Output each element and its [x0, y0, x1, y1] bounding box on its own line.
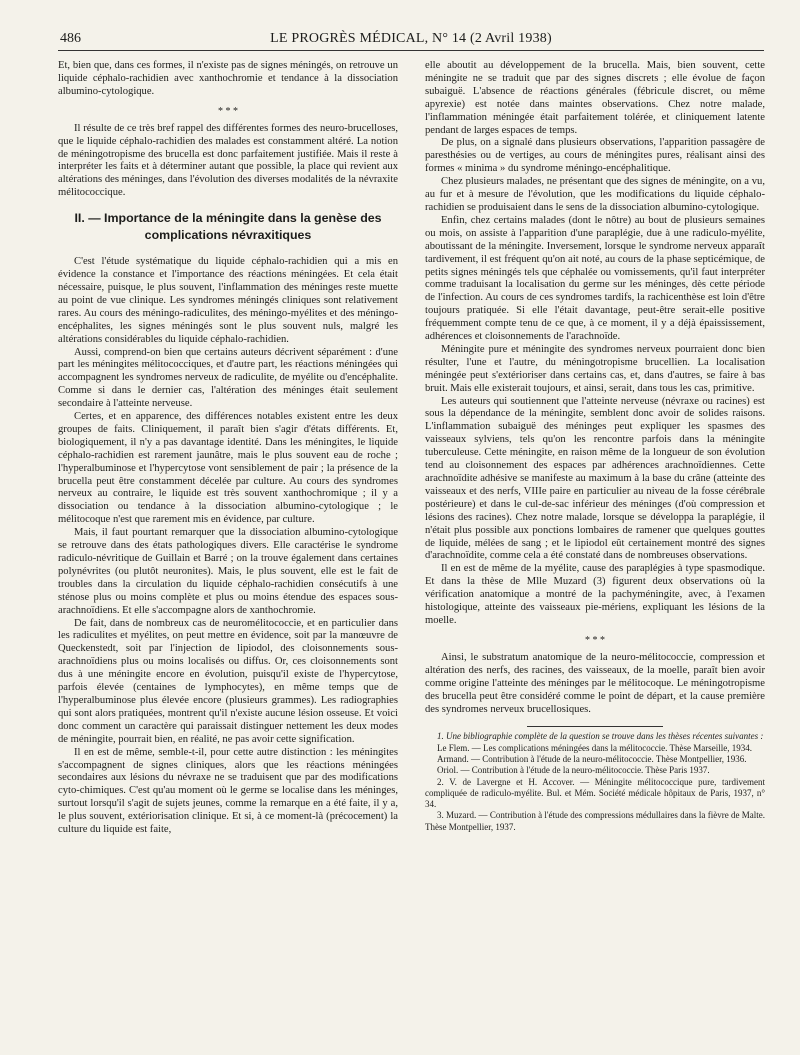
footnote: Le Flem. — Les complications méningées dans la mélitococcie. Thèse Marseille, 1934. [437, 742, 752, 753]
right-column [425, 60, 765, 833]
paragraph: Il en est de même de la myélite, cause des paraplégies à type spasmodique. Et dans la thèse de Mlle Muzard (3) figurent deux observations où la vérification anatomique a montré de la pachyméningite, avec, à l'examen histologique, atteinte des vaisseaux pie-mériens, expliquant les lésions de la moelle. [425, 563, 765, 626]
running-header [58, 30, 764, 51]
footnote-rule [527, 726, 663, 727]
section-separator-stars: * * * [218, 105, 238, 117]
paragraph: De fait, dans de nombreux cas de neuromélitococcie, et en particulier dans les radiculites et myélites, on peut mettre en évidence, soit par la manœuvre de Queckenstedt, soit par l'injection de lipiodol, des cloisonnements sous-arachnoïdiens plus ou moins localisés ou diffus. Or, ces cloisonnements sont dus à une méningite encore en évolution, puisqu'il existe de l'hypercytose, parfois élevée (centaines de lymphocytes), en même temps que de l'hyperalbuminose plus élevée encore (plusieurs grammes). Les radiographies qui sont alors pratiquées, montrent qu'il n'existe aucune lésion osseuse. Et voici donc comment un caractère qui paraissait distinguer nettement les deux modes de méningite, pourrait bien, en réalité, ne pas avoir cette signification. [58, 617, 398, 745]
paragraph: Méningite pure et méningite des syndromes nerveux pourraient donc bien résulter, l'une et l'autre, du méningotropisme brucellien. La localisation méningée peut s'extérioriser dans certains cas, et, dans d'autres, se faire à bas bruit. Mais elle existerait toujours, et ainsi, serait, dans tous les cas, primitive. [425, 343, 765, 394]
footnote: Oriol. — Contribution à l'étude de la neuro-mélitococcie. Thèse Paris 1937. [437, 765, 710, 776]
section-heading: II. — Importance de la méningite dans la genèse des complications névraxitiques [74, 211, 382, 243]
paragraph: Mais, il faut pourtant remarquer que la dissociation albumino-cytologique se retrouve dans des états pathologiques divers. Elle caractérise le syndrome radiculo-névritique de Guillain et Barré ; on la trouve également dans certaines polynévrites (ou plutôt neuronites). Mais, le plus souvent, elle est le fait de troubles dans la circulation du liquide céphalo-rachidien consécutifs à une sténose plus ou moins complète et plus ou moins étendue des espaces sous-arachnoïdiens. Et elle s'accompagne alors de xanthochromie. [58, 527, 398, 616]
paragraph: Chez plusieurs malades, ne présentant que des signes de méningite, on a vu, au fur et à mesure de l'évolution, que les modifications du liquide céphalo-rachidien se produisaient dans le sens de la dissociation albumino-cytologique. [425, 176, 765, 213]
paragraph: Certes, et en apparence, des différences notables existent entre les deux groupes de faits. Cliniquement, il paraît bien s'agir d'états différents. Et, biologiquement, il n'y a pas davantage identité. Dans les méningites, le liquide céphalo-rachidien est rarement jaunâtre, mais le plus souvent eau de roche ; l'hyperalbuminose et l'hypercytose vont sensiblement de pair ; la présence de la brucella peut être constamment décelée par culture. Au cours des syndromes nerveux au contraire, le liquide est très souvent xanthochromique ; il y a dissociation ou tendance à la dissociation albumino-cytologique ; le mélitocoque n'est que rarement mis en évidence, par culture. [58, 411, 398, 526]
paragraph: De plus, on a signalé dans plusieurs observations, l'apparition passagère de paresthésies ou de vertiges, au cours de méningites pures, réalisant ainsi des formes « minima » du syndrome méningo-encéphalitique. [425, 137, 765, 175]
paragraph: Enfin, chez certains malades (dont le nôtre) au bout de plusieurs semaines ou mois, on assiste à l'apparition d'une paraplégie, due à une radiculo-myélite, aboutissant de la méningite. Inversement, lorsque le syndrome nerveux apparaît tardivement, il est fréquent qu'on ait noté, au cours de la phase septicémique, de petits signes méningés tels que céphalée ou vomissements, qu'il faut interpréter comme traduisant la localisation du germe sur les méninges, dès cette période de l'infection. Au cours de ces syndromes tardifs, la rachicenthèse est loin d'être toujours pratiquée. Si elle l'était davantage, peut-être serait-elle positive fréquemment compte tenu de ce que, à ce moment, il y a déjà épaississement, adhérences et cloisonnements de l'arachnoïde. [425, 214, 765, 343]
footnote: 2. V. de Lavergne et H. Accover. — Méningite mélitococcique pure, tardivement compliquée de radiculo-myélite. Bul. et Mém. Société médicale hôpitaux de Paris, 1937, n° 34. [425, 776, 765, 810]
page-number: 486 [60, 31, 81, 46]
footnote: Armand. — Contribution à l'étude de la neuro-mélitococcie. Thèse Montpellier, 1936. [437, 754, 747, 764]
section-separator-stars: * * * [585, 634, 605, 646]
running-title: LE PROGRÈS MÉDICAL, N° 14 (2 Avril 1938) [270, 31, 552, 46]
paragraph: Il résulte de ce très bref rappel des différentes formes des neuro-brucelloses, que le liquide céphalo-rachidien des malades est constamment altéré. La notion de méningotropisme des brucella est donc parfaitement justifiée. Mais il reste à interpréter les faits et à déterminer autant que possible, la place qui revient aux altérations des méninges, dans l'évolution des diverses modalités de la névraxite mélitococcique. [58, 122, 398, 199]
paragraph: Les auteurs qui soutiennent que l'atteinte nerveuse (névraxe ou racines) est sous la dépendance de la méningite, semblent donc avoir de solides raisons. L'inflammation subaiguë des méninges peut expliquer les spasmes des vaisseaux sylviens, tels qu'on les rencontre parfois dans la méningite tuberculeuse. Cette méningite, en raison même de la longueur de son évolution tend au cloisonnement des espaces par adhérences arachnoïdiennes. Cette arachnoïdite adhésive se manifeste au maximum à la base du crâne (atteinte des vaisseaux et des nerfs, VIIIe paire en particulier au niveau de la fosse cérébrale postérieure) et dans le cul-de-sac inférieur des méninges (d'où compression et lésions des racines). Chez notre malade, lorsque se développa la paraplégie, il n'était plus possible aux ponctions lombaires de ramener que quelques gouttes de liquide, mélées de sang ; et le lipiodol eût certainement montré des signes d'arachnoïdite, comme cela a été constaté dans de nombreuses observations. [425, 395, 765, 562]
footnotes [425, 731, 765, 833]
footnote: 1. Une bibliographie complète de la question se trouve dans les thèses récentes suivantes : [437, 731, 764, 742]
paragraph: Et, bien que, dans ces formes, il n'existe pas de signes méningés, on retrouve un liquide céphalo-rachidien avec xanthochromie et tendance à la dissociation albumino-cytologique. [58, 60, 398, 97]
paragraph: C'est l'étude systématique du liquide céphalo-rachidien qui a mis en évidence la constance et l'importance des réactions méningées. Et cela était nécessaire, puisque, le plus souvent, l'inflammation des méninges reste muette au point de vue clinique. Les syndromes méningés cliniques sont relativement rares. Au cours des méningo-radiculites, des méningo-myélites et des méningo-encéphalites, les signes méningés sont le plus souvent nuls, malgré les altérations considérables du liquide céphalo-rachidien. [58, 256, 398, 345]
paragraph: Il en est de même, semble-t-il, pour cette autre distinction : les méningites s'accompagnent de signes cliniques, alors que les réactions méningées secondaires aux lésions du névraxe ne se traduisent que par des modifications cyto-chimiques. C'est qu'au moment où le germe se localise dans les méninges, surtout lorsqu'il s'agit de sujets jeunes, comme la remarque en a été faite, il y a, le plus souvent, extériorisation clinique. Et si, à ce moment-là (précocement) la culture du liquide est faite, [58, 746, 398, 836]
paragraph: Ainsi, le substratum anatomique de la neuro-mélitococcie, compression et altération des nerfs, des racines, des vaisseaux, de la moelle, paraît bien avoir comme origine l'atteinte des méninges par le mélitocoque. Le méningotropisme des brucella peut être considéré comme le point de départ, et la cause première des syndromes nerveux brucellosiques. [425, 651, 765, 715]
paragraph: elle aboutit au développement de la brucella. Mais, bien souvent, cette méningite ne se traduit que par des signes discrets ; elle évolue de façon subaiguë. L'absence de réactions générales (fébricule discret, ou même apyrexie) est notée dans maintes observations. Chez notre malade, l'inflammation méningée était parfaitement tolérée, et cliniquement latente pendant de larges espaces de temps. [425, 60, 765, 136]
paragraph: Aussi, comprend-on bien que certains auteurs décrivent séparément : d'une part les méningites mélitococciques, et d'autre part, les réactions méningées qui accompagnent les syndromes nerveux de radiculite, de myélite ou d'encéphalite. Comme si dans le dernier cas, l'altération des méninges était seulement secondaire à l'atteinte nerveuse. [58, 346, 398, 410]
left-column [58, 60, 398, 837]
footnote: 3. Muzard. — Contribution à l'étude des compressions médullaires dans la fièvre de Malte. Thèse Montpellier, 1937. [425, 810, 765, 832]
